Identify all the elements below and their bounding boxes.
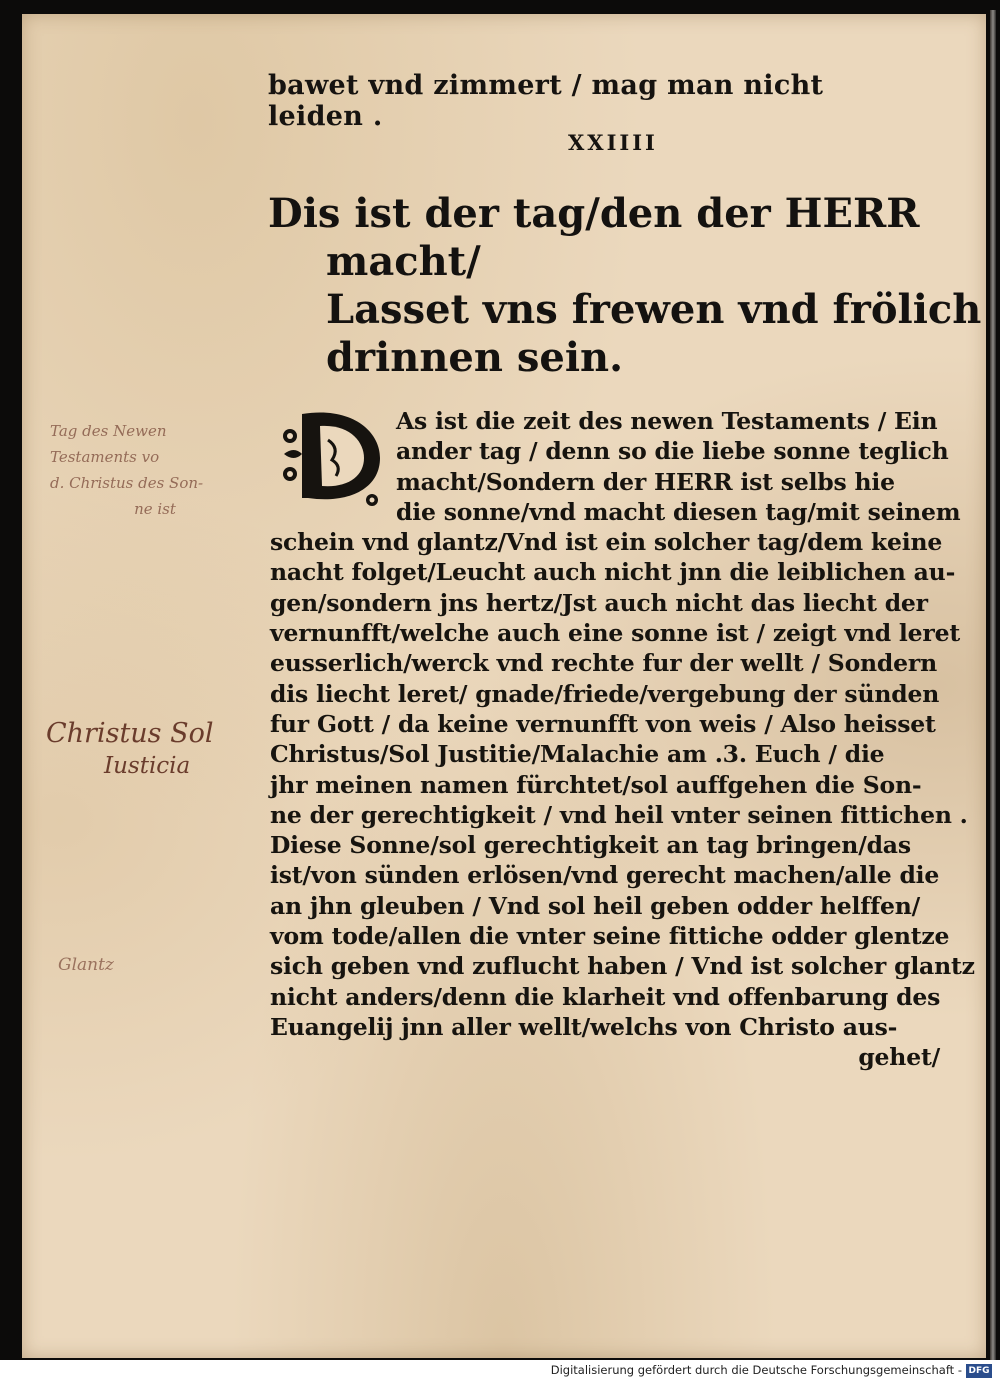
folio-number: XXIIII <box>568 130 658 155</box>
marginal-note <box>50 418 260 522</box>
marginal-note-line: d. Christus des Son- <box>50 474 204 492</box>
body-text <box>270 406 975 1073</box>
text-line: schein vnd glantz/Vnd ist ein solcher tag/dem keine <box>270 528 943 557</box>
page-edge <box>990 10 996 1360</box>
text-line: ist/von sünden erlösen/vnd gerecht machen/alle die <box>270 861 940 890</box>
digitization-footer <box>0 1360 1000 1383</box>
marginal-note-line: Testaments vo <box>50 448 160 466</box>
heading-line: macht/ <box>326 238 481 285</box>
text-line: jhr meinen namen fürchtet/sol auffgehen die Son- <box>270 770 922 799</box>
text-line: die sonne/vnd macht diesen tag/mit seinem <box>396 497 961 526</box>
text-line: Christus/Sol Justitie/Malachie am .3. Euch / die <box>270 740 885 769</box>
catchword: gehet/ <box>858 1043 940 1072</box>
heading-line: Dis ist der tag/den der HERR <box>268 190 920 237</box>
marginal-note <box>46 718 266 782</box>
text-line: fur Gott / da keine vernunfft von weis / Also heisset <box>270 709 936 738</box>
footer-credit: Digitalisierung gefördert durch die Deutsche Forschungsgemeinschaft - <box>550 1363 962 1377</box>
marginal-note: Glantz <box>58 955 114 975</box>
marginal-note-line: Iusticia <box>104 753 191 779</box>
text-line: vernunfft/welche auch eine sonne ist / zeigt vnd leret <box>270 619 961 648</box>
text-line: Euangelij jnn aller wellt/welchs von Christo aus- <box>270 1012 898 1041</box>
text-line: macht/Sondern der HERR ist selbs hie <box>396 467 895 496</box>
text-line: Diese Sonne/sol gerechtigkeit an tag bringen/das <box>270 831 911 860</box>
marginal-note-line: Christus Sol <box>46 718 214 749</box>
verse-heading <box>268 190 982 382</box>
text-line: nicht anders/denn die klarheit vnd offenbarung des <box>270 982 941 1011</box>
text-line: ne der gerechtigkeit / vnd heil vnter seinen fittichen . <box>270 800 968 829</box>
text-line: As ist die zeit des newen Testaments / Ein <box>396 407 938 435</box>
text-line: vom tode/allen die vnter seine fittiche odder glentze <box>270 922 950 951</box>
text-line: eusserlich/werck vnd rechte fur der wellt / Sondern <box>270 649 937 678</box>
text-line: dis liecht leret/ gnade/friede/vergebung der sünden <box>270 679 940 708</box>
dfg-logo-icon: DFG <box>966 1364 992 1378</box>
text-line: ander tag / denn so die liebe sonne teglich <box>396 437 949 466</box>
text-line: sich geben vnd zuflucht haben / Vnd ist solcher glantz <box>270 952 975 981</box>
running-head: bawet vnd zimmert / mag man nicht leiden . <box>268 70 824 132</box>
text-line: nacht folget/Leucht auch nicht jnn die leiblichen au- <box>270 558 956 587</box>
marginal-note-line: ne ist <box>134 500 176 518</box>
heading-line: Lasset vns frewen vnd frölich <box>326 286 982 333</box>
marginal-note-line: Tag des Newen <box>50 422 167 440</box>
text-line: gen/sondern jns hertz/Jst auch nicht das liecht der <box>270 588 928 617</box>
text-line: an jhn gleuben / Vnd sol heil geben odder helffen/ <box>270 891 921 920</box>
heading-line: drinnen sein. <box>326 334 624 381</box>
